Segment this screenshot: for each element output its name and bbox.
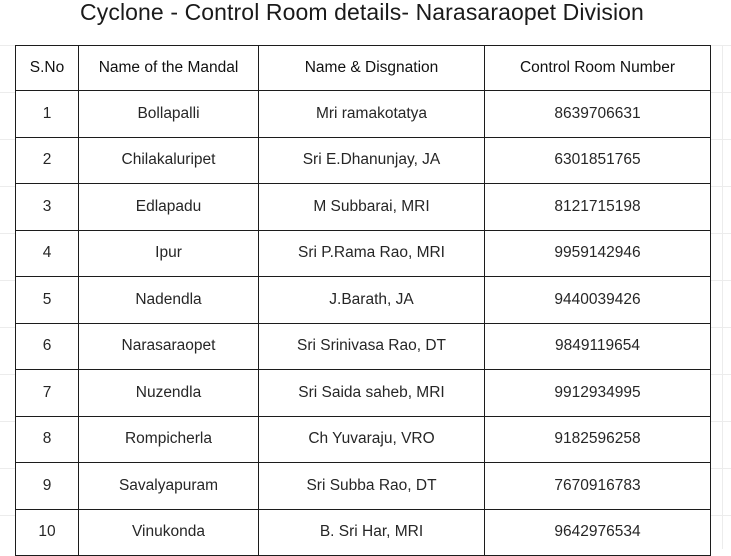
cell-name-designation: Sri Srinivasa Rao, DT	[259, 323, 485, 370]
cell-mandal: Savalyapuram	[79, 463, 259, 510]
cell-name-designation: Ch Yuvaraju, VRO	[259, 416, 485, 463]
table-row	[16, 137, 711, 184]
cell-control-room-number: 9440039426	[485, 277, 711, 324]
cell-sno: 1	[16, 91, 79, 138]
cell-control-room-number: 8121715198	[485, 184, 711, 231]
cell-name-designation: Sri P.Rama Rao, MRI	[259, 230, 485, 277]
cell-mandal: Rompicherla	[79, 416, 259, 463]
cell-control-room-number: 6301851765	[485, 137, 711, 184]
cell-mandal: Nadendla	[79, 277, 259, 324]
cell-name-designation: M Subbarai, MRI	[259, 184, 485, 231]
cell-name-designation: J.Barath, JA	[259, 277, 485, 324]
header-row	[16, 46, 711, 91]
table-row	[16, 277, 711, 324]
cell-mandal: Bollapalli	[79, 91, 259, 138]
cell-control-room-number: 9912934995	[485, 370, 711, 417]
cell-mandal: Vinukonda	[79, 509, 259, 556]
table-header	[16, 46, 711, 91]
cell-sno: 8	[16, 416, 79, 463]
cell-name-designation: Sri E.Dhanunjay, JA	[259, 137, 485, 184]
header-name-designation: Name & Disgnation	[259, 46, 485, 91]
cell-control-room-number: 9959142946	[485, 230, 711, 277]
cell-name-designation: Sri Subba Rao, DT	[259, 463, 485, 510]
table-row	[16, 463, 711, 510]
cell-sno: 2	[16, 137, 79, 184]
cell-mandal: Nuzendla	[79, 370, 259, 417]
cell-mandal: Ipur	[79, 230, 259, 277]
table-row	[16, 370, 711, 417]
control-room-table	[15, 45, 711, 556]
cell-sno: 3	[16, 184, 79, 231]
cell-control-room-number: 9182596258	[485, 416, 711, 463]
header-control-room-number: Control Room Number	[485, 46, 711, 91]
table-row	[16, 184, 711, 231]
cell-mandal: Narasaraopet	[79, 323, 259, 370]
cell-name-designation: B. Sri Har, MRI	[259, 509, 485, 556]
table-row	[16, 416, 711, 463]
cell-control-room-number: 9642976534	[485, 509, 711, 556]
cell-sno: 6	[16, 323, 79, 370]
cell-sno: 4	[16, 230, 79, 277]
table-body	[16, 91, 711, 556]
page-title: Cyclone - Control Room details- Narasaraopet Division	[80, 0, 644, 25]
cell-mandal: Edlapadu	[79, 184, 259, 231]
cell-sno: 10	[16, 509, 79, 556]
cell-sno: 5	[16, 277, 79, 324]
cell-sno: 9	[16, 463, 79, 510]
table-row	[16, 91, 711, 138]
cell-control-room-number: 9849119654	[485, 323, 711, 370]
header-sno: S.No	[16, 46, 79, 91]
cell-control-room-number: 8639706631	[485, 91, 711, 138]
cell-control-room-number: 7670916783	[485, 463, 711, 510]
header-mandal: Name of the Mandal	[79, 46, 259, 91]
table-row	[16, 230, 711, 277]
cell-mandal: Chilakaluripet	[79, 137, 259, 184]
cell-name-designation: Sri Saida saheb, MRI	[259, 370, 485, 417]
cell-name-designation: Mri ramakotatya	[259, 91, 485, 138]
table-row	[16, 323, 711, 370]
cell-sno: 7	[16, 370, 79, 417]
